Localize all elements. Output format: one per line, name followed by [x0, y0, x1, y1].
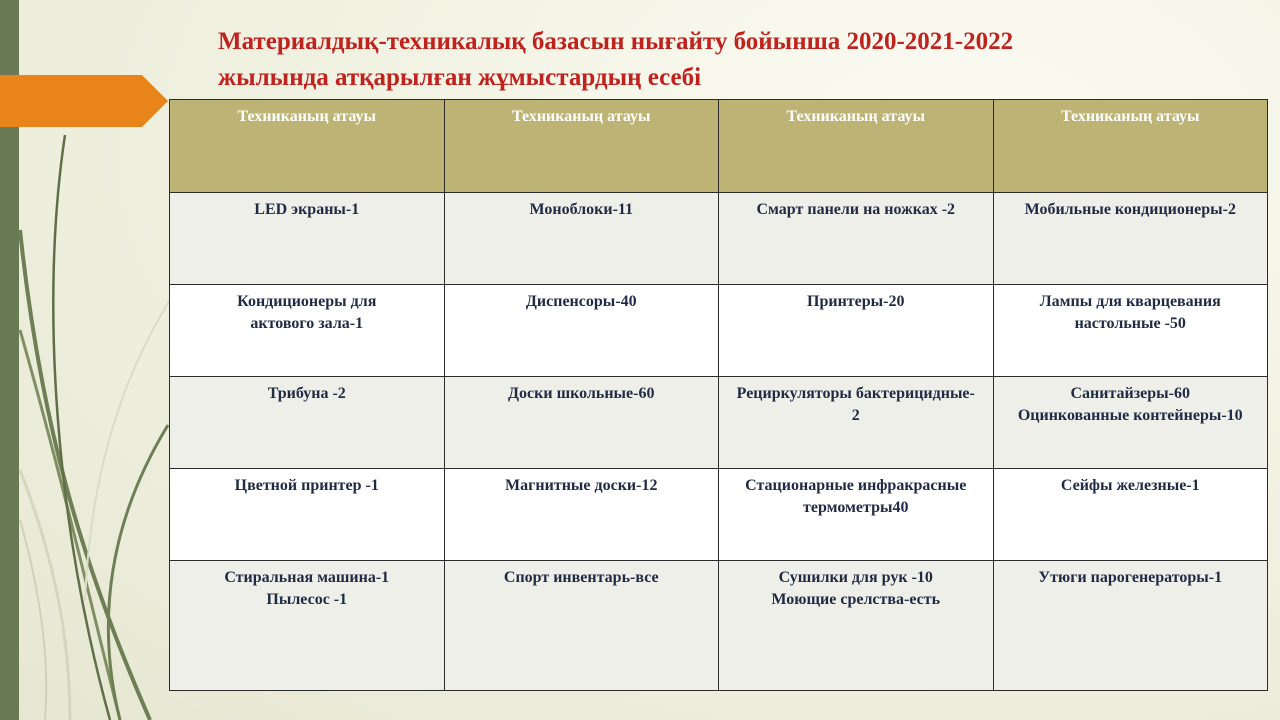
table-row	[170, 193, 1268, 285]
table-cell: Доски школьные-60	[444, 377, 719, 469]
table-cell: Стационарные инфракрасные термометры40	[719, 469, 994, 561]
table-cell: LED экраны-1	[170, 193, 445, 285]
column-header: Техниканың атауы	[170, 100, 445, 193]
slide-title: Материалдық-техникалық базасын нығайту бойынша 2020-2021-2022 жылында атқарылған жұмыстардың есебі	[218, 28, 1014, 91]
table-cell: Цветной принтер -1	[170, 469, 445, 561]
table-cell: Магнитные доски-12	[444, 469, 719, 561]
table-cell: Моноблоки-11	[444, 193, 719, 285]
table-cell: Утюги парогенераторы-1	[993, 561, 1268, 691]
orange-arrow-shape	[0, 75, 168, 127]
table-cell: Стиральная машина-1 Пылесос -1	[170, 561, 445, 691]
table-cell: Санитайзеры-60 Оцинкованные контейнеры-10	[993, 377, 1268, 469]
table-cell: Рециркуляторы бактерицидные- 2	[719, 377, 994, 469]
table-row	[170, 377, 1268, 469]
table-cell: Сушилки для рук -10 Моющие срелства-есть	[719, 561, 994, 691]
table-cell: Мобильные кондиционеры-2	[993, 193, 1268, 285]
table-cell: Лампы для кварцевания настольные -50	[993, 285, 1268, 377]
table-row	[170, 285, 1268, 377]
column-header: Техниканың атауы	[993, 100, 1268, 193]
table-cell: Сейфы железные-1	[993, 469, 1268, 561]
table-cell: Кондиционеры для актового зала-1	[170, 285, 445, 377]
equipment-table	[169, 99, 1268, 691]
table-row	[170, 561, 1268, 691]
table-cell: Диспенсоры-40	[444, 285, 719, 377]
table-cell: Принтеры-20	[719, 285, 994, 377]
table-cell: Трибуна -2	[170, 377, 445, 469]
table-row	[170, 469, 1268, 561]
table-cell: Спорт инвентарь-все	[444, 561, 719, 691]
column-header: Техниканың атауы	[719, 100, 994, 193]
column-header: Техниканың атауы	[444, 100, 719, 193]
table-header-row	[170, 100, 1268, 193]
table-cell: Смарт панели на ножках -2	[719, 193, 994, 285]
